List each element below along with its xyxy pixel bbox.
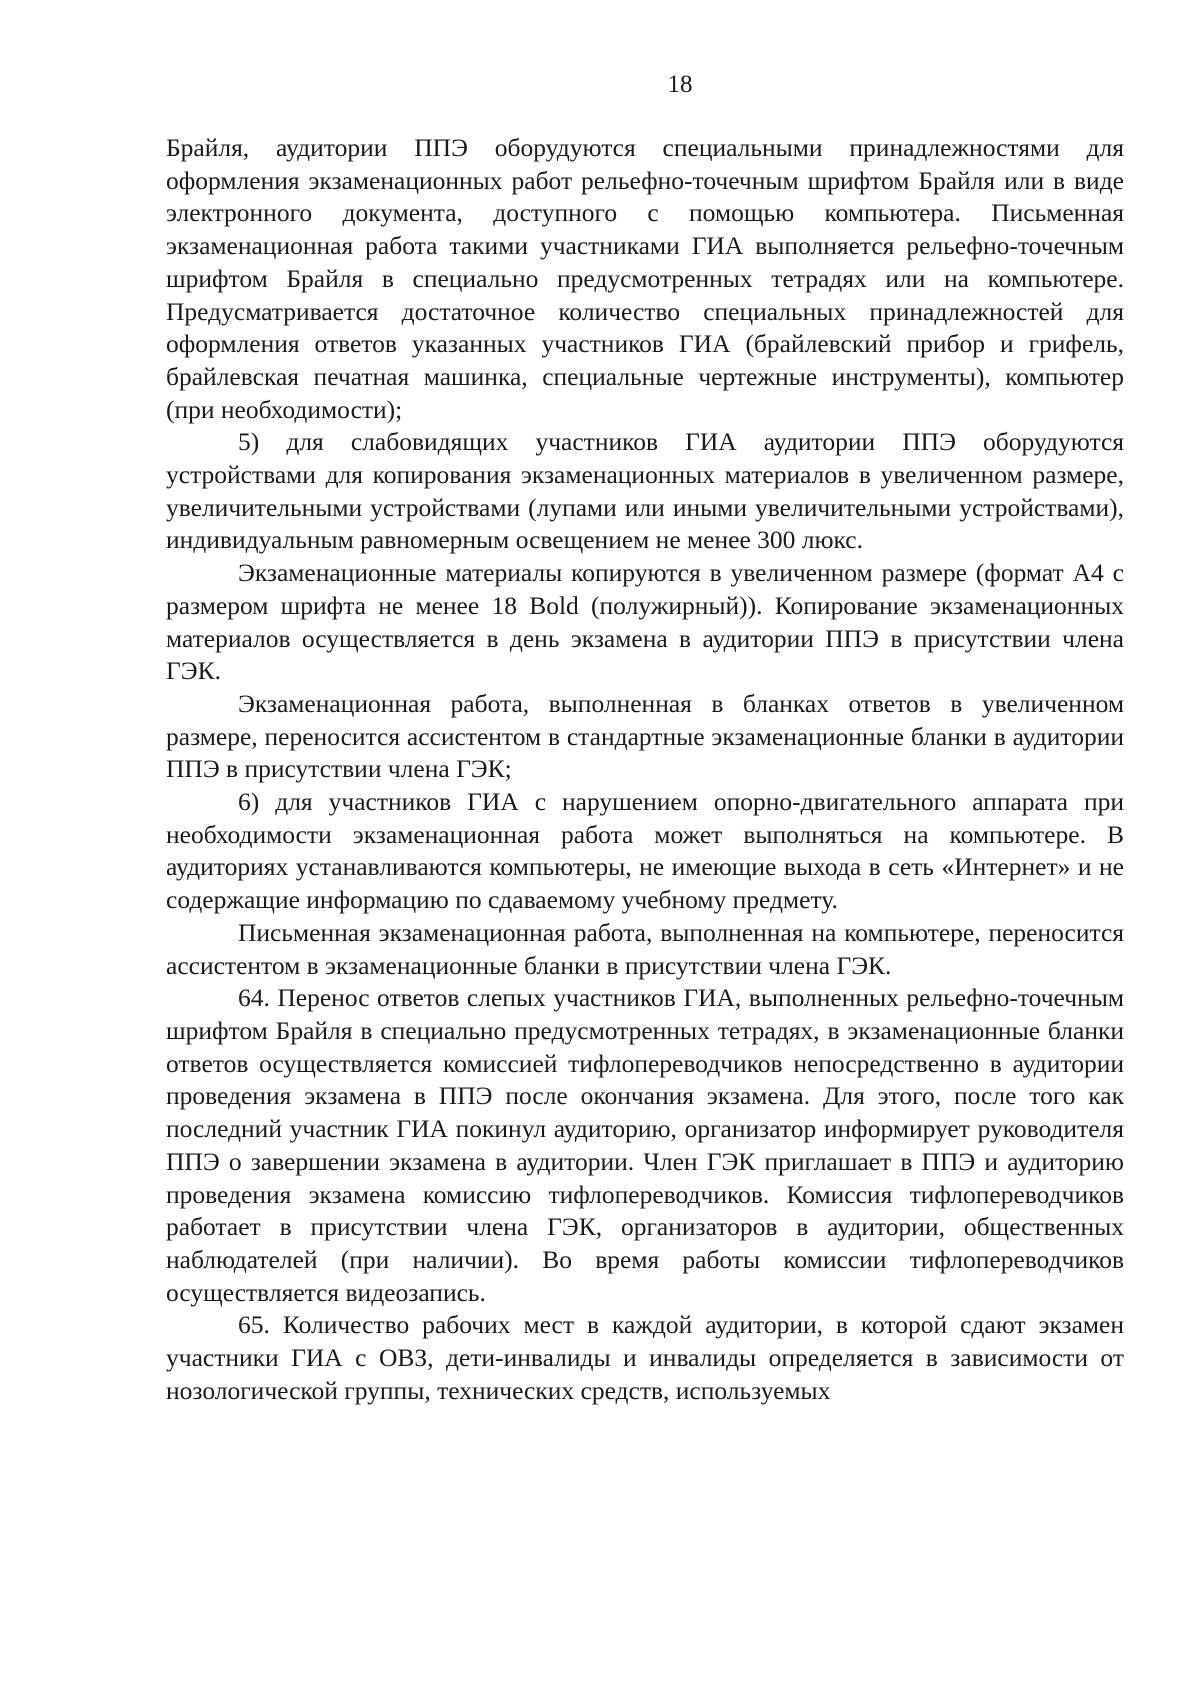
paragraph-item-64: 64. Перенос ответов слепых участников ГИА, выполненных рельефно-точечным шрифтом Брайля в специально предусмотренных тетрадях, в экзаменационные бланки ответов осуществляется комиссией тифлопереводчиков непосредственно в аудитории проведения экзамена в ППЭ после окончания экзамена. Для этого, после того как последний участник ГИА покинул аудиторию, организатор информирует руководителя ППЭ о завершении экзамена в аудитории. Член ГЭК приглашает в ППЭ и аудиторию проведения экзамена комиссию тифлопереводчиков. Комиссия тифлопереводчиков работает в присутствии члена ГЭК, организаторов в аудитории, общественных наблюдателей (при наличии). Во время работы комиссии тифлопереводчиков осуществляется видеозапись. (166, 983, 1124, 1307)
document-body (166, 132, 1124, 1407)
paragraph-continuation: Брайля, аудитории ППЭ оборудуются специальными принадлежностями для оформления экзаменационных работ рельефно-точечным шрифтом Брайля или в виде электронного документа, доступного с помощью компьютера. Письменная экзаменационная работа такими участниками ГИА выполняется рельефно-точечным шрифтом Брайля в специально предусмотренных тетрадях или на компьютере. Предусматривается достаточное количество специальных принадлежностей для оформления ответов указанных участников ГИА (брайлевский прибор и грифель, брайлевская печатная машинка, специальные чертежные инструменты), компьютер (при необходимости); (166, 133, 1124, 424)
paragraph-item-6: 6) для участников ГИА с нарушением опорно-двигательного аппарата при необходимости экзаменационная работа может выполняться на компьютере. В аудиториях устанавливаются компьютеры, не имеющие выхода в сеть «Интернет» и не содержащие информацию по сдаваемому учебному предмету. (166, 787, 1124, 915)
paragraph-work-transfer: Экзаменационная работа, выполненная в бланках ответов в увеличенном размере, переносится ассистентом в стандартные экзаменационные бланки в аудитории ППЭ в присутствии члена ГЭК; (166, 688, 1124, 784)
page-number: 18 (667, 71, 693, 98)
paragraph-materials-copy: Экзаменационные материалы копируются в увеличенном размере (формат А4 с размером шрифта не менее 18 Bold (полужирный)). Копирование экзаменационных материалов осуществляется в день экзамена в аудитории ППЭ в присутствии члена ГЭК. (166, 558, 1124, 686)
paragraph-item-65: 65. Количество рабочих мест в каждой аудитории, в которой сдают экзамен участники ГИА с ОВЗ, дети-инвалиды и инвалиды определяется в зависимости от нозологической группы, технических средств, используемых (166, 1310, 1124, 1405)
paragraph-written-work: Письменная экзаменационная работа, выполненная на компьютере, переносится ассистентом в экзаменационные бланки в присутствии члена ГЭК. (166, 917, 1124, 980)
paragraph-item-5: 5) для слабовидящих участников ГИА аудитории ППЭ оборудуются устройствами для копирования экзаменационных материалов в увеличенном размере, увеличительными устройствами (лупами или иными увеличительными устройствами), индивидуальным равномерным освещением не менее 300 люкс. (166, 427, 1124, 555)
